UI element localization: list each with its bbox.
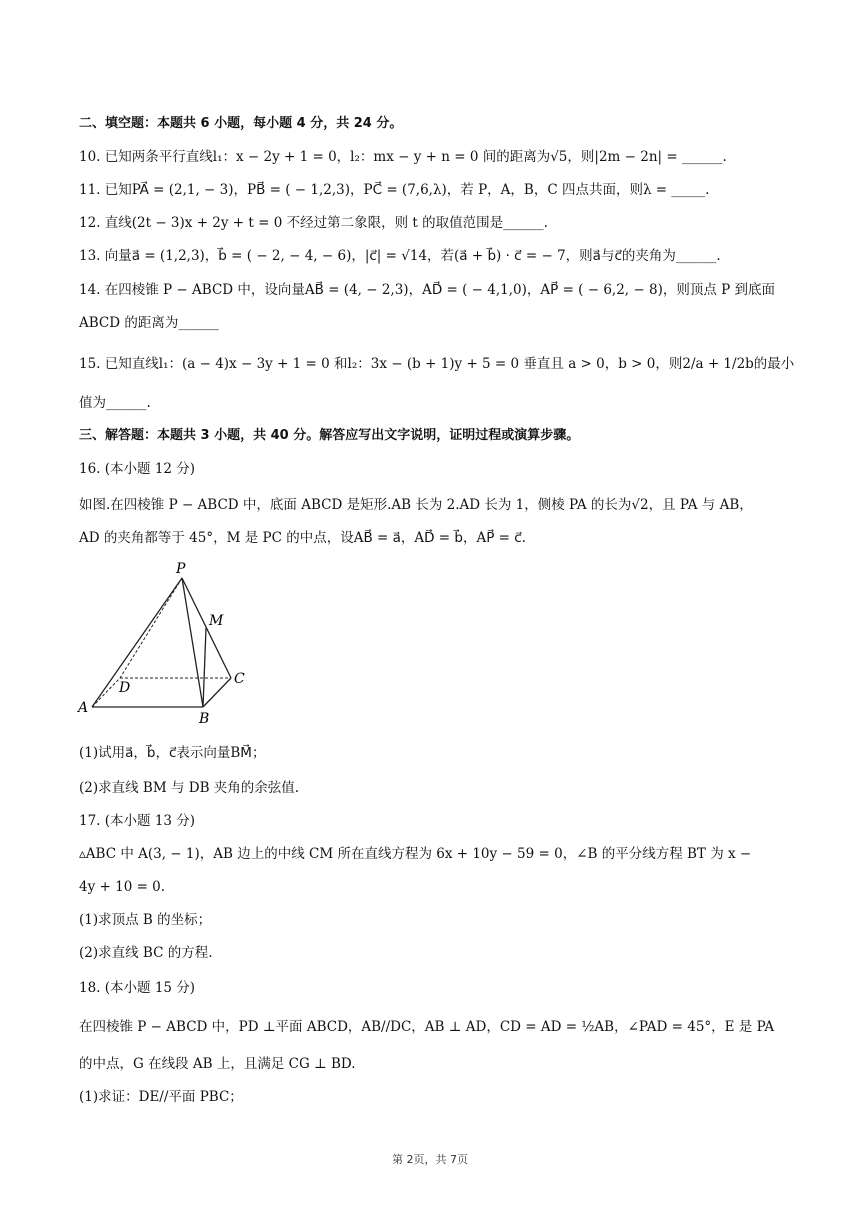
- question-11: 11. 已知PA⃗ = (2,1, − 3)，PB⃗ = ( − 1,2,3)，PC⃗ = (7,6,λ)，若 P，A，B，C 四点共面，则λ = _____.: [79, 182, 710, 198]
- question-10: 10. 已知两条平行直线l₁：x − 2y + 1 = 0，l₂：mx − y + n = 0 间的距离为√5，则|2m − 2n| = ______.: [79, 149, 727, 165]
- question-16-line-2: AD 的夹角都等于 45°，M 是 PC 的中点，设AB⃗ = a⃗，AD⃗ = b⃗，AP⃗ = c⃗.: [79, 530, 526, 546]
- question-14-line-2: ABCD 的距离为______: [79, 315, 219, 331]
- pyramid-figure: [75, 560, 255, 730]
- question-17-line-1: ▵ABC 中 A(3, − 1)，AB 边上的中线 CM 所在直线方程为 6x + 10y − 59 = 0，∠B 的平分线方程 BT 为 x −: [79, 846, 752, 862]
- question-13: 13. 向量a⃗ = (1,2,3)，b⃗ = ( − 2, − 4, − 6)，|c⃗| = √14，若(a⃗ + b⃗) · c⃗ = − 7，则a⃗与c⃗的夹角为______.: [79, 248, 721, 264]
- question-12: 12. 直线(2t − 3)x + 2y + t = 0 不经过第二象限，则 t 的取值范围是______.: [79, 215, 548, 231]
- question-14-line-1: 14. 在四棱锥 P − ABCD 中，设向量AB⃗ = (4, − 2,3)，AD⃗ = ( − 4,1,0)，AP⃗ = ( − 6,2, − 8)，则顶点 P 到底面: [79, 282, 776, 298]
- question-17-line-2: 4y + 10 = 0.: [79, 879, 166, 895]
- question-17-part-2: (2)求直线 BC 的方程.: [79, 945, 213, 961]
- question-16-line-1: 如图.在四棱锥 P − ABCD 中，底面 ABCD 是矩形.AB 长为 2.AD 长为 1，侧棱 PA 的长为√2，且 PA 与 AB，: [79, 497, 753, 513]
- vertex-label-a: A: [78, 700, 89, 716]
- point-label-m: M: [209, 613, 224, 629]
- question-18-line-1: 在四棱锥 P − ABCD 中，PD ⊥平面 ABCD，AB//DC，AB ⊥ AD，CD = AD = ½AB，∠PAD = 45°，E 是 PA: [79, 1019, 775, 1035]
- question-18-line-2: 的中点，G 在线段 AB 上，且满足 CG ⊥ BD.: [79, 1056, 356, 1072]
- question-15-line-2: 值为______.: [79, 395, 151, 411]
- vertex-label-d: D: [119, 680, 131, 696]
- question-17-header: 17. (本小题 13 分): [79, 813, 196, 829]
- question-18-part-1: (1)求证：DE//平面 PBC；: [79, 1089, 243, 1105]
- question-16-part-1: (1)试用a⃗，b⃗，c⃗表示向量BM⃗；: [79, 745, 266, 761]
- vertex-label-c: C: [234, 671, 245, 687]
- vertex-label-p: P: [176, 561, 186, 577]
- section-3-title: 三、解答题：本题共 3 小题，共 40 分。解答应写出文字说明，证明过程或演算步骤。: [79, 428, 580, 443]
- question-15-line-1: 15. 已知直线l₁：(a − 4)x − 3y + 1 = 0 和l₂：3x − (b + 1)y + 5 = 0 垂直且 a > 0，b > 0，则2/a + 1/2b的最小: [79, 356, 795, 372]
- page-footer: 第 2页，共 7页: [392, 1153, 468, 1166]
- section-2-title: 二、填空题：本题共 6 小题，每小题 4 分，共 24 分。: [79, 116, 403, 131]
- question-16-header: 16. (本小题 12 分): [79, 461, 196, 477]
- question-16-part-2: (2)求直线 BM 与 DB 夹角的余弦值.: [79, 780, 300, 796]
- question-17-part-1: (1)求顶点 B 的坐标；: [79, 912, 212, 928]
- vertex-label-b: B: [199, 711, 210, 727]
- question-18-header: 18. (本小题 15 分): [79, 980, 196, 996]
